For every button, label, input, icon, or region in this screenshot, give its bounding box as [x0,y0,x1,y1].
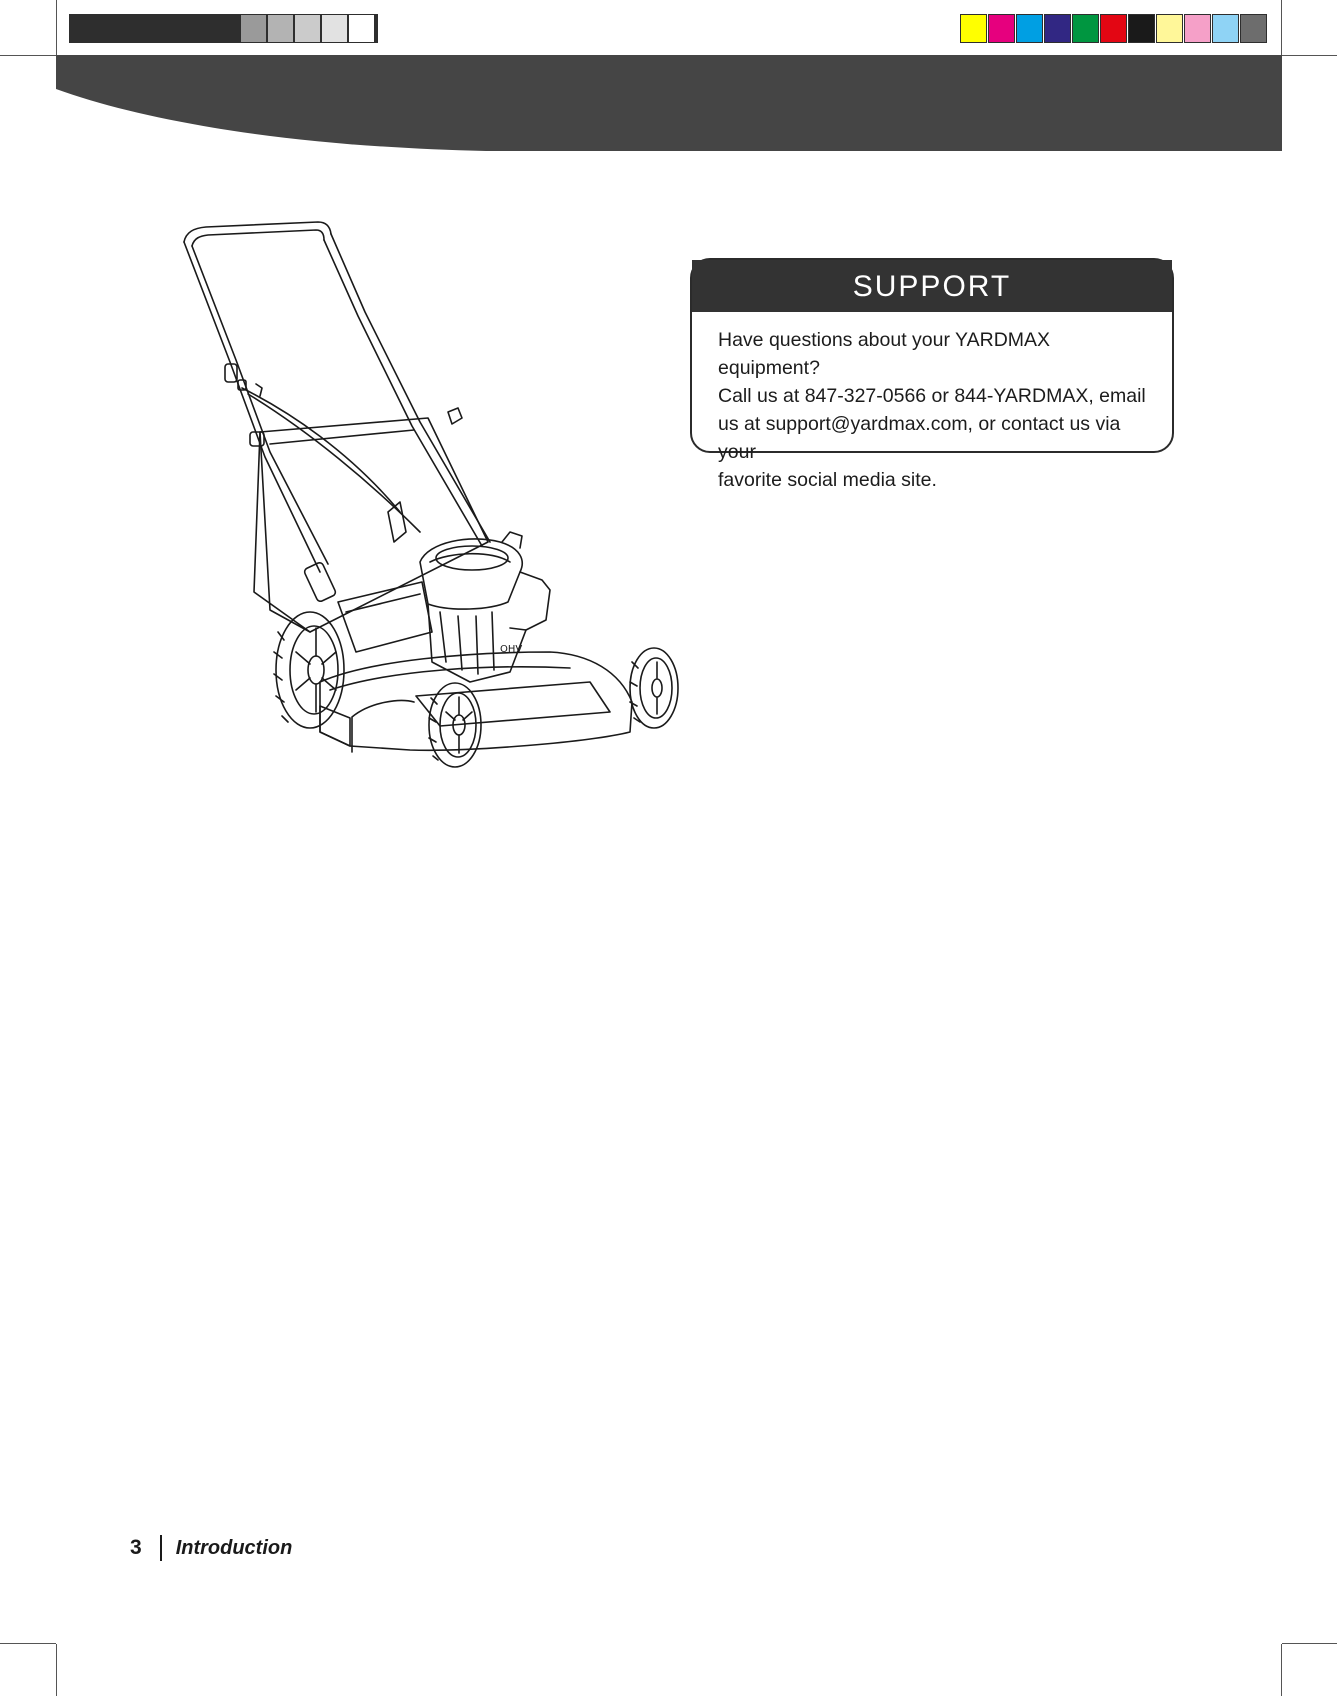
page-footer [130,1533,292,1563]
crop-mark [0,1643,56,1644]
color-swatch [1072,14,1099,43]
page-number: 3 [130,1536,142,1559]
grey-swatch [348,14,375,43]
color-swatch [1044,14,1071,43]
support-line: Call us at 847-327-0566 or 844-YARDMAX, email [718,385,1146,407]
support-line: us at support@yardmax.com, or contact us via your [718,413,1121,463]
grey-swatch [294,14,321,43]
header-band [56,55,1282,151]
support-line: Have questions about your YARDMAX equipment? [718,329,1051,379]
color-swatch [1184,14,1211,43]
support-box [690,258,1174,491]
grey-swatch [240,14,267,43]
lawn-mower-illustration [170,212,700,772]
color-swatch [1156,14,1183,43]
header-band-shape [56,55,1282,151]
grey-swatch [321,14,348,43]
footer-divider [160,1535,162,1561]
color-swatch [1100,14,1127,43]
color-swatch [1016,14,1043,43]
crop-mark [1282,1643,1337,1644]
support-line: favorite social media site. [718,469,937,491]
crop-mark [0,55,56,56]
svg-text:OHV: OHV [500,644,523,655]
support-text [692,312,1172,494]
grey-swatch [267,14,294,43]
color-swatch [1240,14,1267,43]
crop-mark [1281,0,1282,55]
section-name: Introduction [175,1536,293,1559]
color-swatch [960,14,987,43]
crop-mark [1281,1644,1282,1696]
crop-mark [56,1644,57,1696]
color-swatch [988,14,1015,43]
support-title: SUPPORT [692,260,1172,312]
color-swatch [1212,14,1239,43]
crop-mark [1282,55,1337,56]
crop-mark [56,0,57,55]
color-swatch [1128,14,1155,43]
